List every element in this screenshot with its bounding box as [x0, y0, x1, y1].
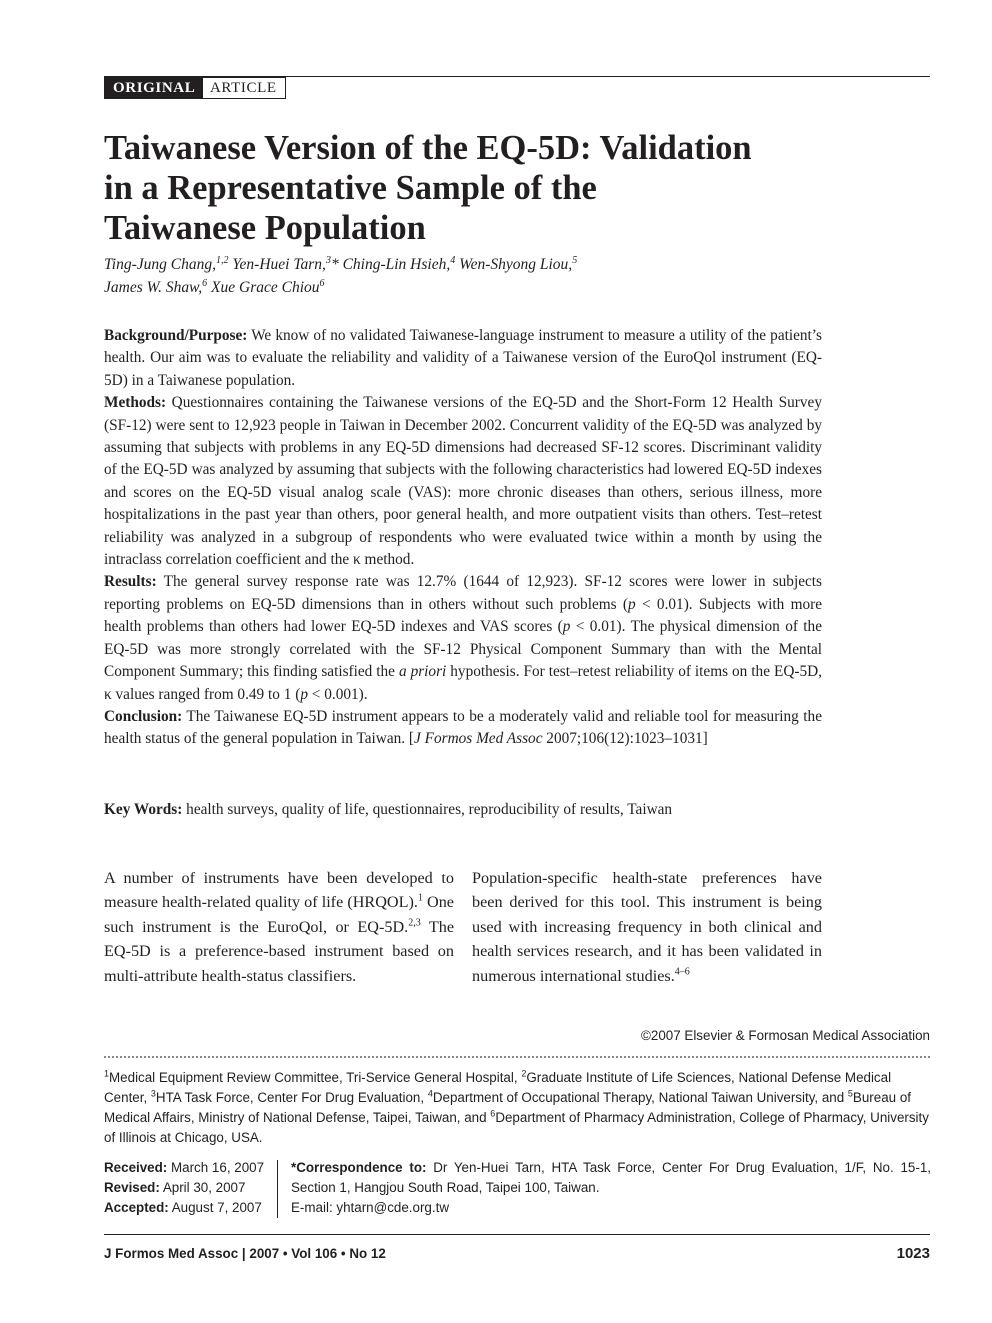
author: Wen-Shyong Liou,$^5$ — [459, 254, 578, 273]
revised-date: Revised: April 30, 2007 — [104, 1180, 246, 1195]
email-label: E-mail: — [291, 1200, 333, 1215]
tag-article: ARTICLE — [202, 77, 286, 99]
body-column-left: A number of instruments have been developed to measure health-related quality of life (HRQOL).$^1$ One such instrument is the EuroQol, or EQ-5D.$^{2,3}$ The EQ-5D is a preference-based instrument based on multi-attribute health-status classifiers. — [104, 869, 454, 985]
abstract-background: Background/Purpose: We know of no validated Taiwanese-language instrument to measure a utility of the patient’s health. Our aim was to evaluate the reliability and validity of a Taiwanese version of the EuroQol instrument (EQ-5D) in a Taiwanese population. — [104, 327, 822, 389]
author-list — [104, 253, 864, 299]
correspondence-label: *Correspondence to: — [291, 1160, 427, 1175]
reference-link: 2,3 — [408, 917, 421, 929]
affiliations: $^1$Medical Equipment Review Committee, Tri-Service General Hospital, $^2$Graduate Institute of Life Sciences, National Defense Medical Center, $^3$HTA Task Force, Center For Drug Evaluation, $^4$Department of Occupational Therapy, National Taiwan University, and $^5$Bureau of Medical Affairs, Ministry of National Defense, Taipei, Taiwan, and $^6$Department of Pharmacy Administration, College of Pharmacy, University of Illinois at Chicago, USA. — [104, 1068, 929, 1145]
abstract-conclusion: Conclusion: The Taiwanese EQ-5D instrument appears to be a moderately valid and reliable tool for measuring the health status of the general population in Taiwan. [J Formos Med Assoc 2007;106(12):1023–1031] — [104, 707, 822, 748]
correspondence — [291, 1158, 931, 1218]
title-line: Taiwanese Version of the EQ-5D: Validation — [104, 129, 752, 167]
journal-info: J Formos Med Assoc | 2007 • Vol 106 • No 12 — [104, 1246, 386, 1261]
title-line: in a Representative Sample of the — [104, 169, 597, 207]
article-dates — [104, 1158, 274, 1218]
author: Yen-Huei Tarn,$^3$* — [232, 254, 339, 273]
accepted-date: Accepted: August 7, 2007 — [104, 1200, 262, 1215]
email-link[interactable]: yhtarn@cde.org.tw — [336, 1200, 449, 1215]
footer-rule — [104, 1234, 930, 1235]
keywords — [104, 799, 864, 821]
author: Ting-Jung Chang,$^{1,2}$ — [104, 254, 229, 273]
abstract-results: Results: The general survey response rate was 12.7% (1644 of 12,923). SF-12 scores were lower in subjects reporting problems on EQ-5D dimensions than in others without such problems (p < 0.01). Subjects with more health problems than others had lower EQ-5D indexes and VAS scores (p < 0.01). The physical dimension of the EQ-5D was more strongly correlated with the SF-12 Physical Component Summary than with the Mental Component Summary; this finding satisfied the a priori hypothesis. For test–retest reliability of items on the EQ-5D, κ values ranged from 0.49 to 1 (p < 0.001). — [104, 573, 823, 703]
author: Xue Grace Chiou$^6$ — [211, 277, 325, 296]
vertical-divider — [277, 1160, 278, 1218]
title-line: Taiwanese Population — [104, 209, 426, 247]
dotted-divider — [104, 1056, 930, 1058]
article-title — [104, 128, 824, 248]
keywords-text: health surveys, quality of life, questionnaires, reproducibility of results, Taiwan — [186, 801, 673, 818]
reference-link: 1 — [417, 893, 423, 905]
keywords-label: Key Words: — [104, 801, 183, 818]
abstract — [104, 325, 822, 751]
body-column-right: Population-specific health-state preferences have been derived for this tool. This instrument is being used with increasing frequency in both clinical and health services research, and it has been validated in numerous international studies.$^{4-6}$ — [472, 869, 822, 985]
article-type-banner — [104, 76, 930, 100]
copyright: ©2007 Elsevier & Formosan Medical Association — [641, 1028, 930, 1043]
reference-link: 4–6 — [674, 966, 690, 978]
author: James W. Shaw,$^6$ — [104, 277, 208, 296]
tag-original: ORIGINAL — [104, 77, 203, 99]
correspondence-text: Dr Yen-Huei Tarn, HTA Task Force, Center For Drug Evaluation, 1/F, No. 15-1, Section 1, Hangjou South Road, Taipei 100, Taiwan. — [291, 1160, 931, 1195]
author: Ching-Lin Hsieh,$^4$ — [342, 254, 456, 273]
received-date: Received: March 16, 2007 — [104, 1160, 265, 1175]
page-number: 1023 — [896, 1245, 930, 1262]
abstract-methods: Methods: Questionnaires containing the Taiwanese versions of the EQ-5D and the Short-Form 12 Health Survey (SF-12) were sent to 12,923 people in Taiwan in December 2002. Concurrent validity of the EQ-5D was analyzed by assuming that subjects with problems in any EQ-5D dimensions had decreased SF-12 scores. Discriminant validity of the EQ-5D was analyzed by assuming that subjects with the following characteristics had lowered EQ-5D indexes and scores on the EQ-5D visual analog scale (VAS): more chronic diseases than others, serious illness, more hospitalizations in the past year than others, poor general health, and more outpatient visits than others. Test–retest reliability was analyzed in a subgroup of respondents who were evaluated twice within a month by using the intraclass correlation coefficient and the κ method. — [104, 394, 822, 569]
